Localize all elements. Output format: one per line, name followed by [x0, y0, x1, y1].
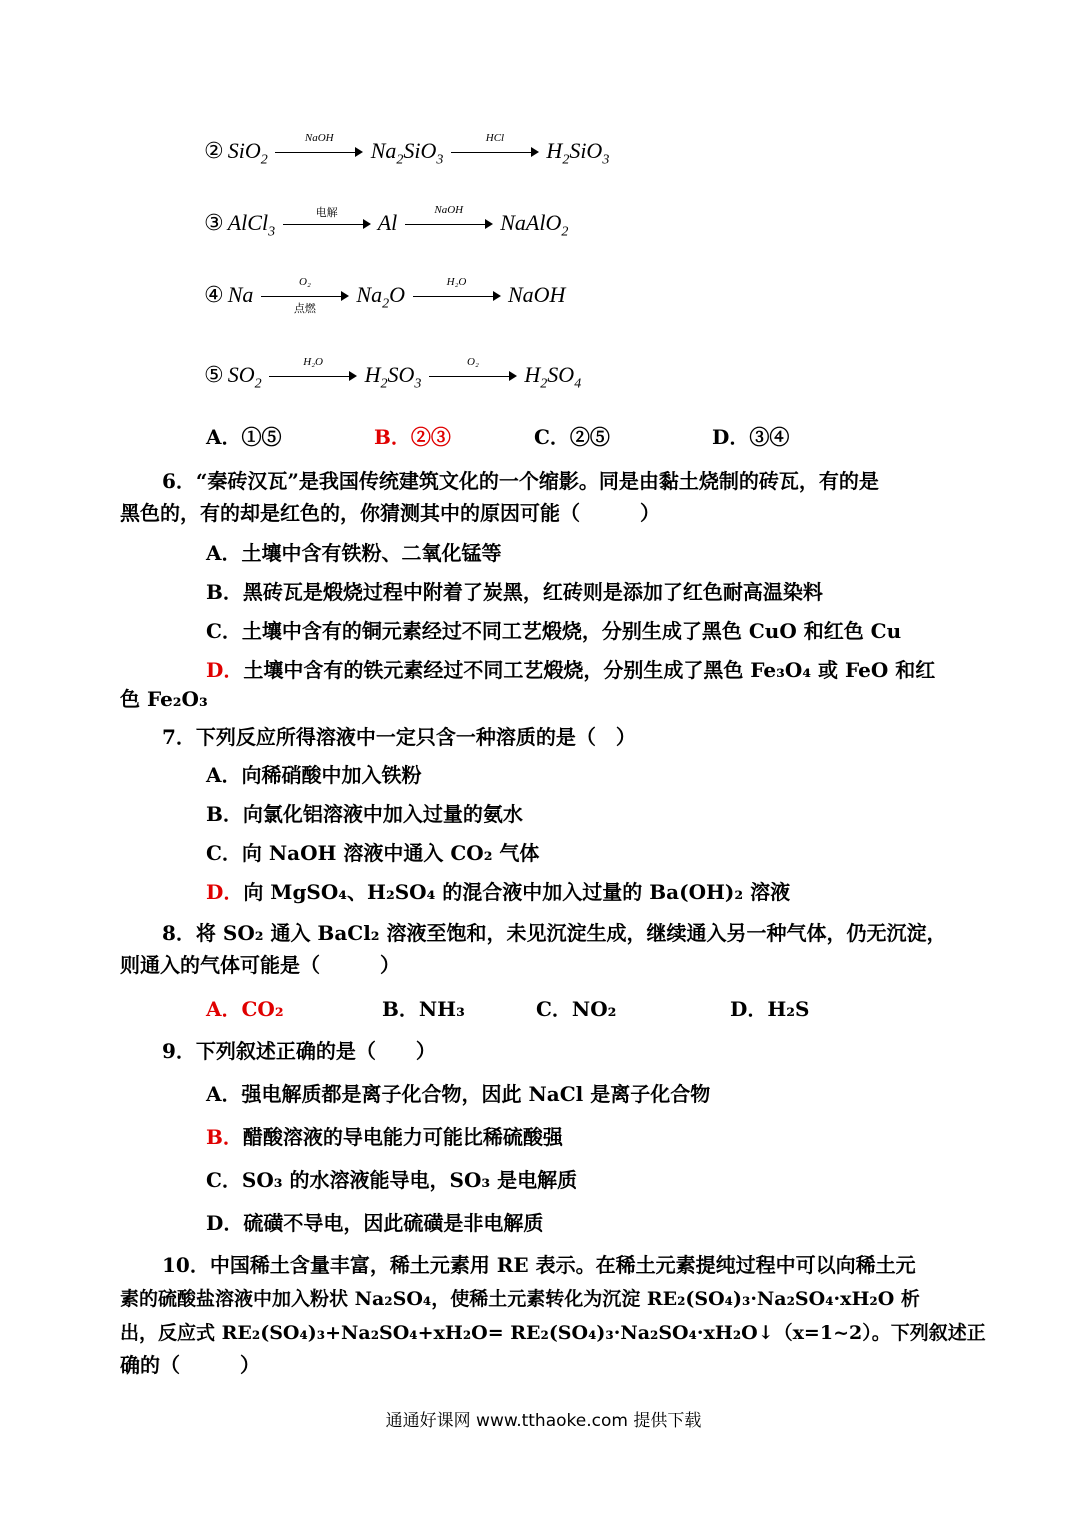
q8-option-d: D．H₂S [730, 997, 810, 1021]
q5-option-d: D．③④ [712, 425, 790, 449]
equation-5: ⑤ $SO_2$ H₂O $H_2SO_3$ O₂ $H_2SO_4$ [204, 355, 582, 392]
q5-option-c: C．②⑤ [534, 425, 610, 449]
reaction-arrow: O₂ [429, 366, 517, 388]
answer-label: B． [206, 1125, 243, 1149]
q8-stem-line2: 则通入的气体可能是（ ） [120, 953, 400, 977]
q5-option-b: B．②③ [374, 425, 451, 449]
q9-option-d: D．硫磺不导电，因此硫磺是非电解质 [206, 1211, 544, 1235]
q6-option-d-cont: 色 Fe₂O₃ [120, 687, 208, 711]
reaction-arrow: O₂ 点燃 [261, 286, 349, 308]
q7-option-d: D．向 MgSO₄、H₂SO₄ 的混合液中加入过量的 Ba(OH)₂ 溶液 [206, 880, 791, 904]
q6-stem-line2: 黑色的，有的却是红色的，你猜测其中的原因可能（ ） [120, 501, 660, 525]
q6-option-d: D．土壤中含有的铁元素经过不同工艺煅烧，分别生成了黑色 Fe₃O₄ 或 FeO 和红 [206, 658, 936, 682]
q9-stem: 9．下列叙述正确的是（ ） [162, 1039, 436, 1063]
q5-option-a: A．①⑤ [206, 425, 282, 449]
q8-option-c: C．NO₂ [536, 997, 617, 1021]
reaction-arrow: H₂O [413, 286, 501, 308]
equation-3: ③ AlCl$_3$ 电解 Al NaOH NaAlO$_2$ [204, 203, 569, 240]
equation-2: ② SiO$_2$ NaOH $Na_2SiO_3$ HCl $H_2SiO_3$ [204, 131, 610, 168]
q8-option-a: A．CO₂ [206, 997, 284, 1021]
reaction-arrow: H₂O [269, 366, 357, 388]
q10-stem-line2: 素的硫酸盐溶液中加入粉状 Na₂SO₄，使稀土元素转化为沉淀 RE₂(SO₄)₃·Na₂SO₄·xH₂O 析 [120, 1288, 920, 1310]
equation-number: ③ [204, 211, 224, 236]
q9-option-a: A．强电解质都是离子化合物，因此 NaCl 是离子化合物 [206, 1082, 711, 1106]
equation-number: ② [204, 139, 224, 164]
q8-option-b: B．NH₃ [382, 997, 465, 1021]
q10-stem-line4: 确的（ ） [120, 1353, 260, 1377]
reaction-arrow: NaOH [275, 142, 363, 164]
q6-option-b: B．黑砖瓦是煅烧过程中附着了炭黑，红砖则是添加了红色耐高温染料 [206, 580, 823, 604]
q10-stem-line1: 10．中国稀土含量丰富，稀土元素用 RE 表示。在稀土元素提纯过程中可以向稀土元 [162, 1253, 916, 1277]
q9-option-c: C．SO₃ 的水溶液能导电，SO₃ 是电解质 [206, 1168, 578, 1192]
q7-option-b: B．向氯化铝溶液中加入过量的氨水 [206, 802, 523, 826]
equation-number: ⑤ [204, 363, 224, 388]
reaction-arrow: NaOH [405, 214, 493, 236]
q9-option-b: B．醋酸溶液的导电能力可能比稀硫酸强 [206, 1125, 563, 1149]
equation-4: ④ Na O₂ 点燃 $Na_2O$ H₂O NaOH [204, 275, 566, 315]
q10-stem-line3: 出，反应式 RE₂(SO₄)₃+Na₂SO₄+xH₂O= RE₂(SO₄)₃·Na₂SO₄·xH₂O↓（x=1~2）。下列叙述正 [120, 1322, 986, 1344]
q6-option-a: A．土壤中含有铁粉、二氧化锰等 [206, 541, 502, 565]
q6-option-c: C．土壤中含有的铜元素经过不同工艺煅烧，分别生成了黑色 CuO 和红色 Cu [206, 619, 902, 643]
q7-stem: 7．下列反应所得溶液中一定只含一种溶质的是（ ） [162, 725, 636, 749]
q7-option-c: C．向 NaOH 溶液中通入 CO₂ 气体 [206, 841, 540, 865]
q8-stem-line1: 8．将 SO₂ 通入 BaCl₂ 溶液至饱和，未见沉淀生成，继续通入另一种气体，仍无沉淀， [162, 921, 947, 945]
reaction-arrow: 电解 [283, 214, 371, 236]
answer-label: D． [206, 880, 244, 904]
equation-number: ④ [204, 283, 224, 308]
reaction-arrow: HCl [451, 142, 539, 164]
q6-stem-line1: 6．“秦砖汉瓦”是我国传统建筑文化的一个缩影。同是由黏土烧制的砖瓦，有的是 [162, 469, 879, 493]
page-footer: 通通好课网 www.tthaoke.com 提供下载 [385, 1411, 702, 1431]
answer-label: D． [206, 658, 244, 682]
q7-option-a: A．向稀硝酸中加入铁粉 [206, 763, 422, 787]
